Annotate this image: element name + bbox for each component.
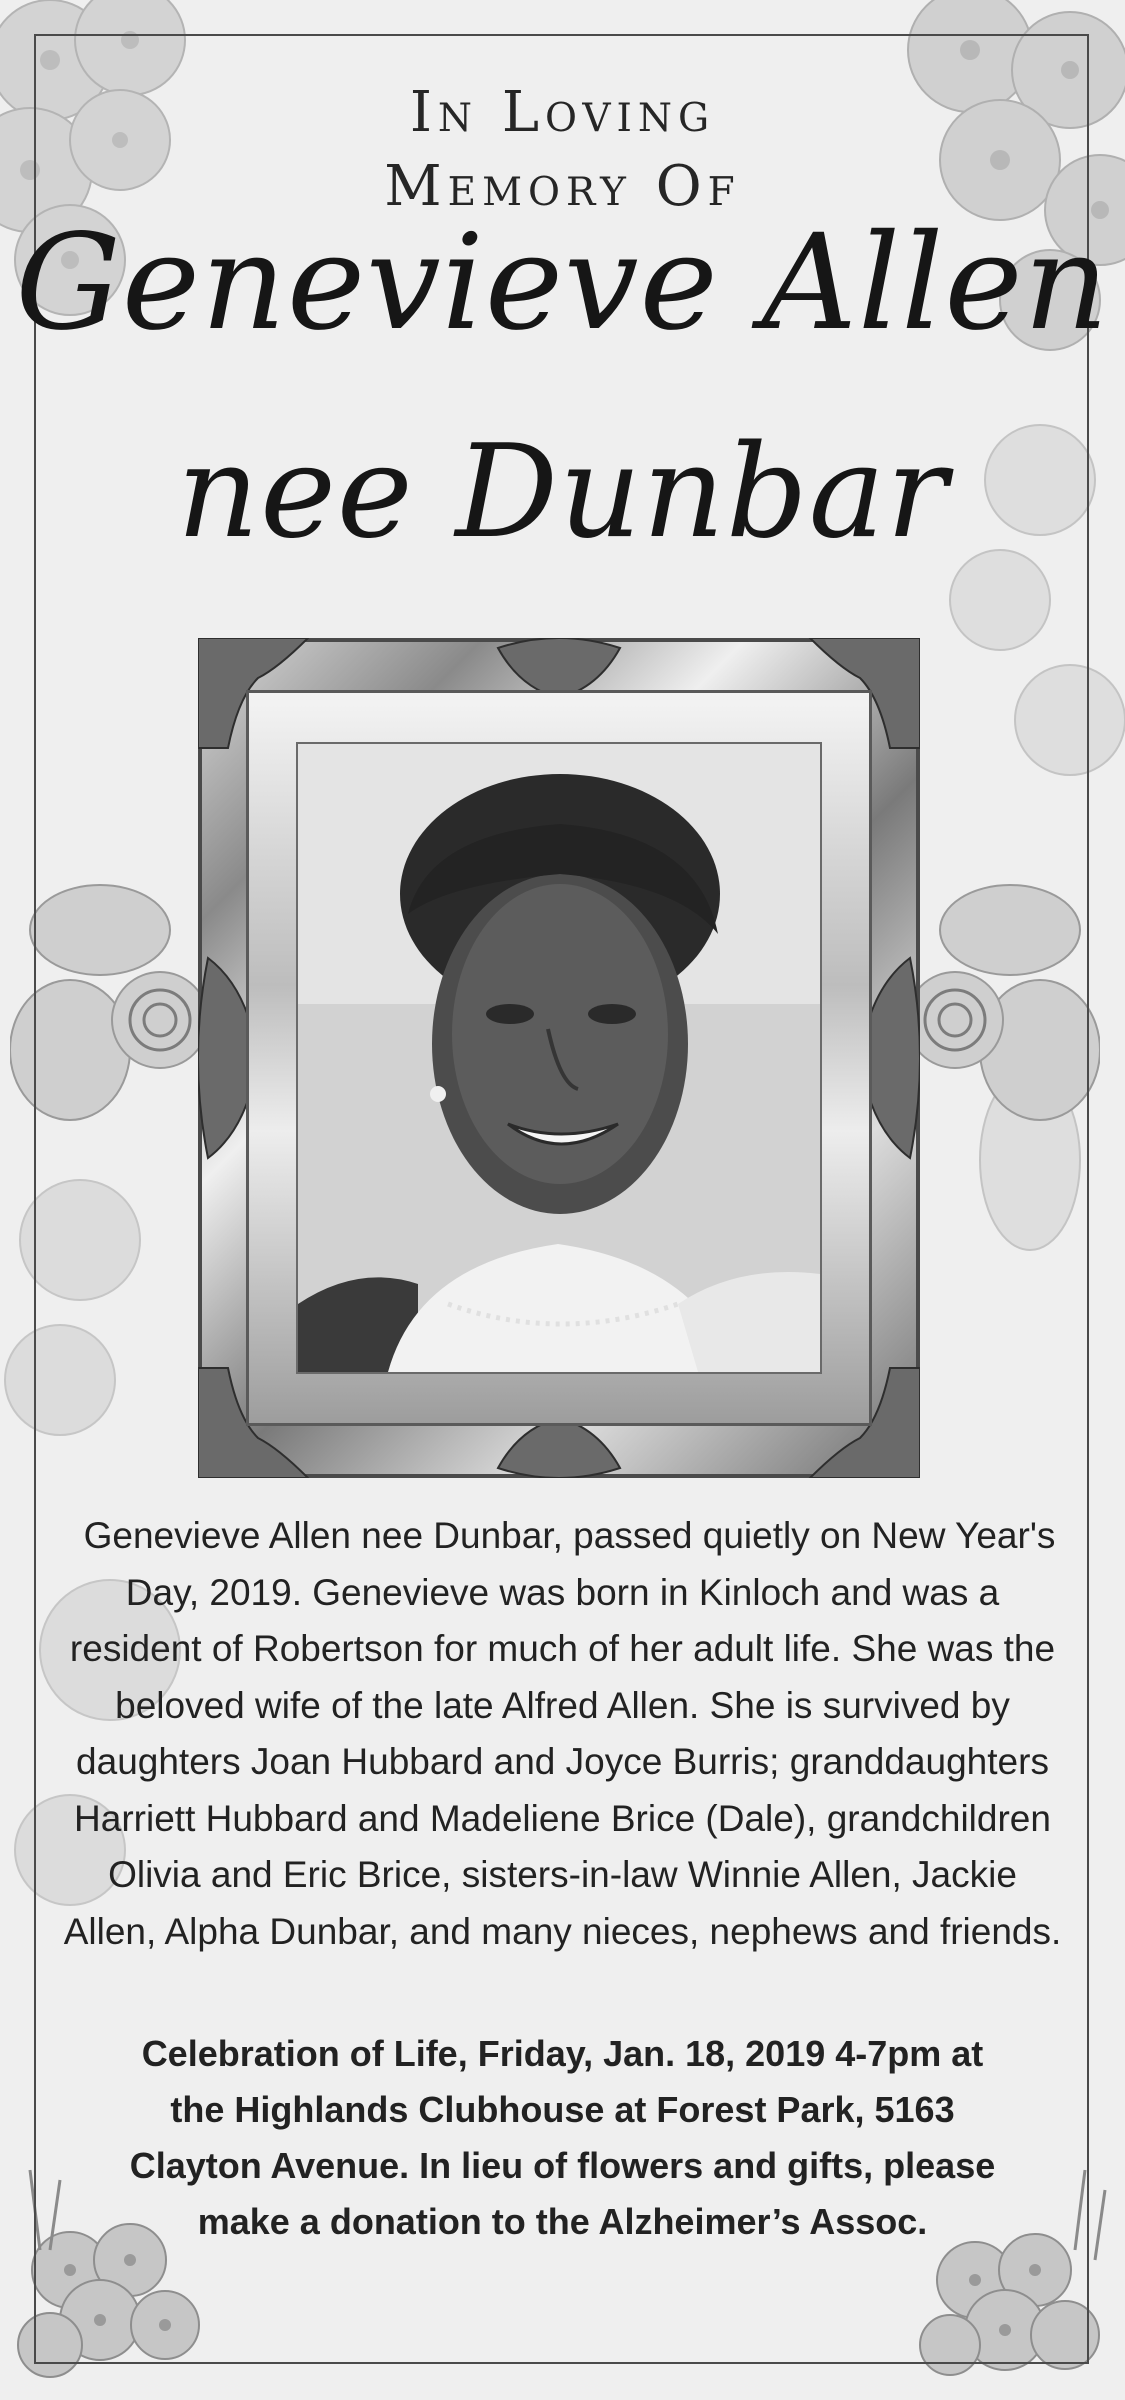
service-details: Celebration of Life, Friday, Jan. 18, 2019 4-7pm at the Highlands Clubhouse at Forest Park, 5163 Clayton Avenue. In lieu of flowers and gifts, please make a donation to the Alzheimer’s Assoc. [129, 2033, 996, 2242]
portrait-photo-icon [298, 744, 820, 1372]
obituary-text [62, 1508, 1063, 1960]
heading-line-2: Memory Of [384, 154, 741, 219]
photo-frame [198, 638, 920, 1478]
portrait-photo [296, 742, 822, 1374]
deceased-name: Genevieve Allen [15, 206, 1110, 360]
heading-line-1: In Loving [409, 80, 716, 145]
maiden-name: nee Dunbar [176, 418, 949, 567]
obituary-body: Genevieve Allen nee Dunbar, passed quietly on New Year's Day, 2019. Genevieve was born in Kinloch and was a resident of Robertson for much of her adult life. She was the beloved wife of the late Alfred Allen. She is survived by daughters Joan Hubbard and Joyce Burris; granddaughters Harriett Hubbard and Madeliene Brice (Dale), grandchildren Olivia and Eric Brice, sisters-in-law Winnie Allen, Jackie Allen, Alpha Dunbar, and many nieces, nephews and friends. [63, 1515, 1062, 1952]
